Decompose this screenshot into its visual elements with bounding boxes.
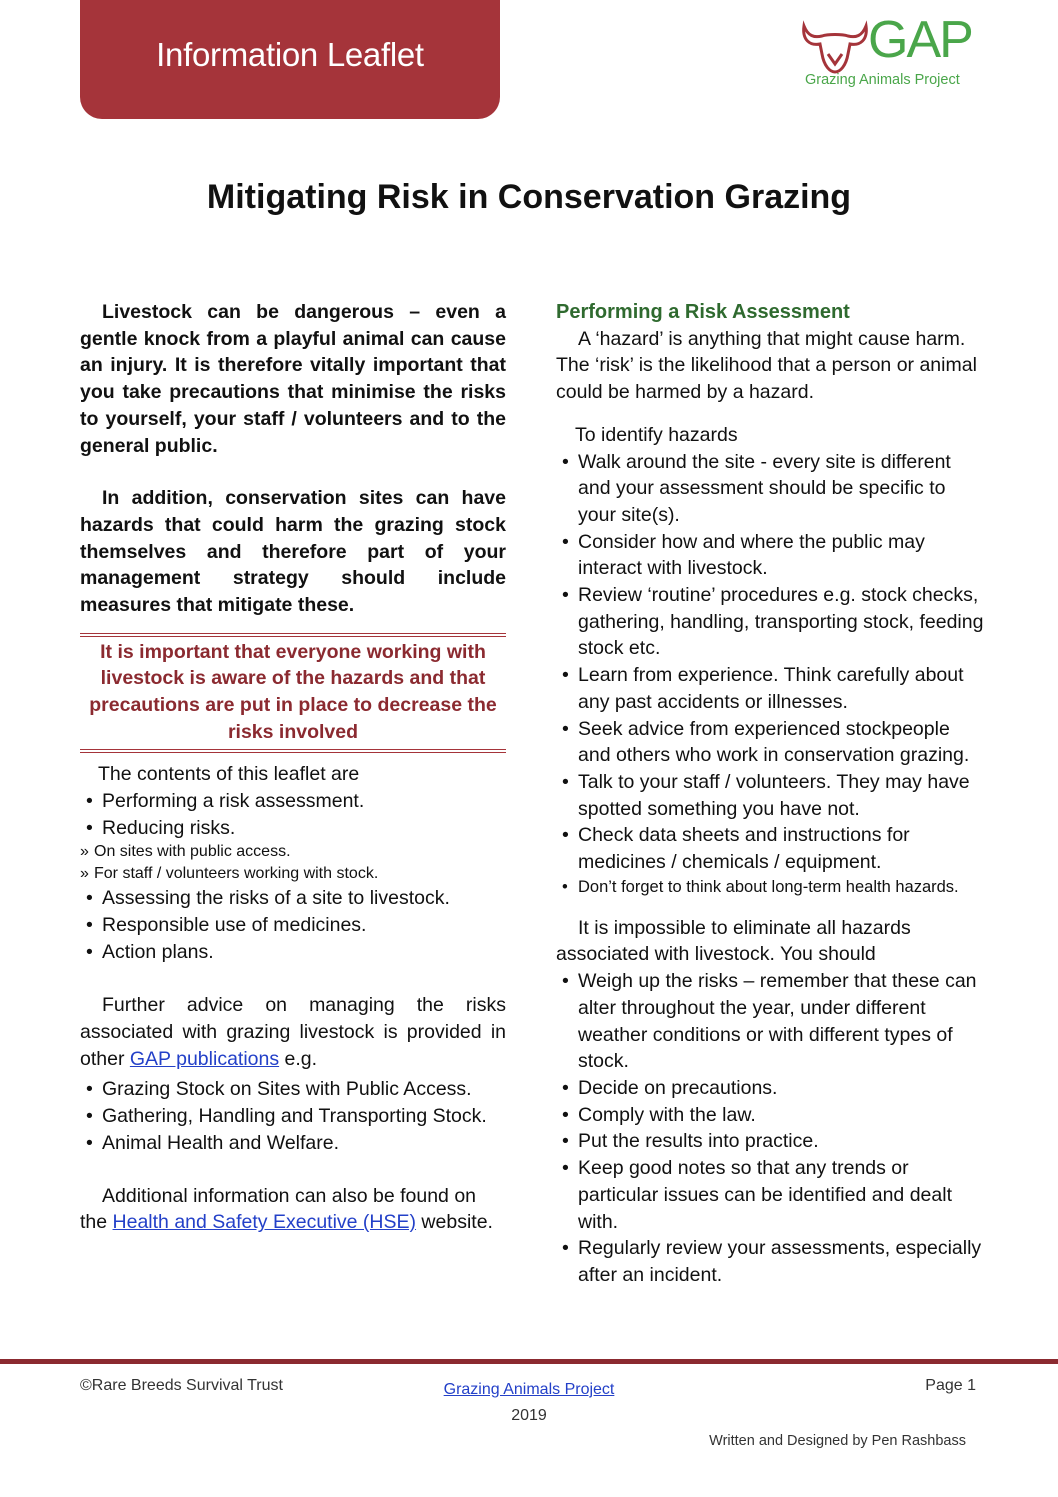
list-item: • Action plans.: [80, 939, 506, 966]
further-advice-paragraph: [80, 992, 506, 1072]
list-item: • Reducing risks.: [80, 815, 506, 842]
intro-paragraph-2: In addition, conservation sites can have hazards that could harm the grazing stock themselves and therefore part of your management strategy should include measures that mitigate these.: [80, 487, 506, 617]
should-list: [556, 968, 986, 1288]
left-column: [80, 299, 506, 1236]
additional-text-end: website.: [416, 1211, 493, 1234]
identify-list: [556, 449, 986, 899]
footer-page-number: Page 1: [925, 1377, 976, 1394]
bull-head-icon: [800, 20, 870, 76]
logo-wordmark: GAP: [868, 11, 972, 69]
contents-lead: The contents of this leaflet are: [98, 763, 360, 786]
list-item: • Talk to your staff / volunteers. They may have spotted something you have not.: [556, 769, 986, 822]
list-item: • Comply with the law.: [556, 1102, 986, 1129]
list-item: • Grazing Stock on Sites with Public Access.: [80, 1076, 506, 1103]
list-item: • Check data sheets and instructions for medicines / chemicals / equipment.: [556, 822, 986, 875]
footer-divider: [0, 1359, 1058, 1364]
list-subitem: » For staff / volunteers working with stock.: [80, 863, 506, 885]
callout-box: It is important that everyone working with livestock is aware of the hazards and that precautions are put in place to decrease the risks involved: [80, 633, 506, 753]
list-item: • Weigh up the risks – remember that these can alter throughout the year, under different weather conditions or with different types of stock.: [556, 968, 986, 1075]
list-subitem: » On sites with public access.: [80, 841, 506, 863]
list-item: • Don’t forget to think about long-term health hazards.: [556, 876, 986, 899]
additional-text: Additional information can also be found on the: [80, 1184, 477, 1234]
list-item: • Keep good notes so that any trends or particular issues can be identified and dealt with.: [556, 1155, 986, 1235]
publications-list: [80, 1076, 506, 1156]
right-column: [556, 299, 986, 1289]
contents-list: [80, 788, 506, 966]
additional-info-paragraph: [80, 1183, 506, 1236]
logo-subtitle: Grazing Animals Project: [805, 72, 960, 88]
list-item: • Put the results into practice.: [556, 1128, 986, 1155]
footer-year: 2019: [511, 1407, 547, 1424]
intro-paragraph-1: Livestock can be dangerous – even a gentle knock from a playful animal can cause an injury. It is therefore vitally important that you take precautions that minimise the risks to yourself, your staff / volunteers and to the general public.: [80, 301, 506, 457]
list-item: • Gathering, Handling and Transporting Stock.: [80, 1103, 506, 1130]
list-item: • Consider how and where the public may interact with livestock.: [556, 529, 986, 582]
definition-paragraph: A ‘hazard’ is anything that might cause harm. The ‘risk’ is the likelihood that a person or animal could be harmed by a hazard.: [556, 327, 977, 404]
gap-publications-link[interactable]: GAP publications: [129, 1047, 280, 1070]
banner-title: Information Leaflet: [156, 36, 424, 73]
impossible-paragraph: It is impossible to eliminate all hazards associated with livestock. You should: [556, 916, 911, 966]
footer-copyright: ©Rare Breeds Survival Trust: [80, 1377, 283, 1394]
header-banner: [80, 0, 500, 119]
section-heading: Performing a Risk Assessment: [556, 301, 850, 323]
list-item: • Seek advice from experienced stockpeople and others who work in conservation grazing.: [556, 716, 986, 769]
page-title: Mitigating Risk in Conservation Grazing: [206, 178, 852, 216]
list-item: • Learn from experience. Think carefully about any past accidents or illnesses.: [556, 662, 986, 715]
list-item: • Review ‘routine’ procedures e.g. stock checks, gathering, handling, transporting stock, feeding stock etc.: [556, 582, 986, 662]
list-item: • Decide on precautions.: [556, 1075, 986, 1102]
list-item: • Responsible use of medicines.: [80, 912, 506, 939]
footer-credit: Written and Designed by Pen Rashbass: [709, 1433, 966, 1449]
list-item: • Animal Health and Welfare.: [80, 1130, 506, 1157]
further-text-end: e.g.: [279, 1047, 318, 1070]
list-item: • Regularly review your assessments, especially after an incident.: [556, 1235, 986, 1288]
list-item: • Walk around the site - every site is different and your assessment should be specific to your site(s).: [556, 449, 986, 529]
list-item: • Performing a risk assessment.: [80, 788, 506, 815]
footer-center: [380, 1377, 678, 1429]
gap-logo: [800, 11, 990, 96]
footer-gap-link[interactable]: Grazing Animals Project: [443, 1381, 615, 1398]
hse-link[interactable]: Health and Safety Executive (HSE): [112, 1211, 417, 1234]
further-text: Further advice on managing the risks associated with grazing livestock is provided in other: [80, 994, 506, 1070]
list-item: • Assessing the risks of a site to livestock.: [80, 885, 506, 912]
identify-lead: To identify hazards: [575, 423, 738, 446]
